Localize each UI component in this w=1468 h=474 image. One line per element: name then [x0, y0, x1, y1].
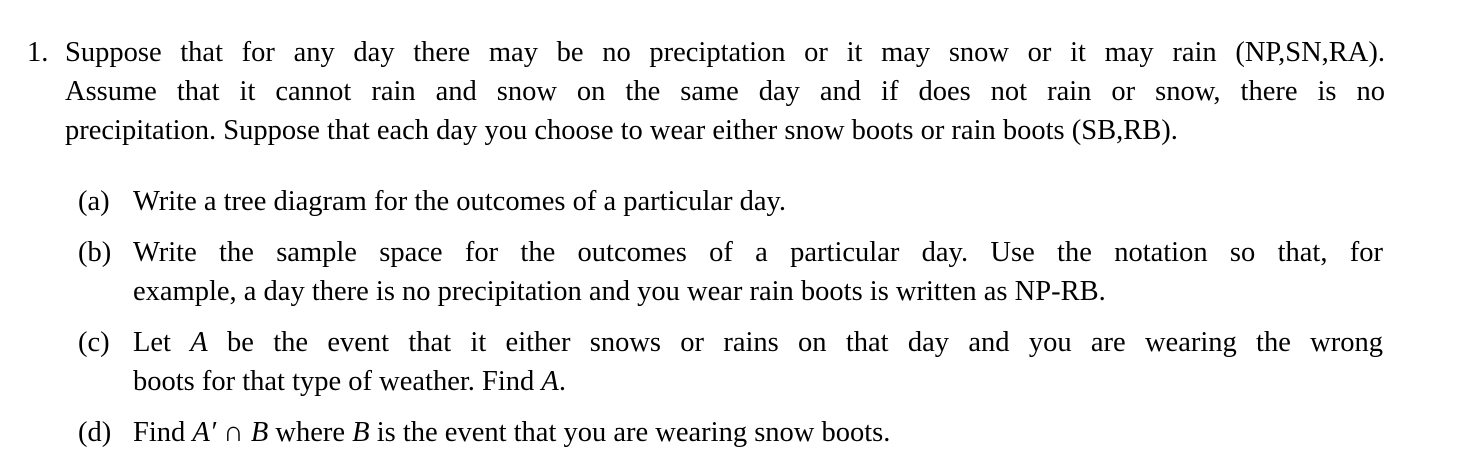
part-d-text [133, 413, 1383, 452]
part-b-text [133, 233, 1383, 311]
problem-line-3: precipitation. Suppose that each day you choose to wear either snow boots or rain boots (SB,RB). [65, 115, 1178, 146]
event-b-symbol: B [352, 417, 370, 448]
part-b-line-1: Write the sample space for the outcomes of a particular day. Use the notation so that, for [133, 237, 1383, 268]
part-d [78, 413, 1383, 452]
part-d-middle: where [268, 417, 353, 448]
part-c-line-2-before: boots for that type of weather. Find [133, 366, 542, 397]
problem-statement [65, 33, 1385, 150]
part-c-text [133, 323, 1383, 401]
event-a-symbol: A [190, 327, 208, 358]
part-b-line-2: example, a day there is no precipitation and you wear rain boots is written as NP-RB. [133, 276, 1106, 307]
part-a [78, 182, 1383, 221]
part-c-line-1 [133, 323, 1383, 362]
part-c-line-2 [133, 362, 1383, 401]
part-a-text [133, 182, 1383, 221]
problem-1 [27, 33, 1427, 150]
part-c-line-2-after: . [558, 366, 566, 397]
part-c-line-1-after: be the event that it either snows or rains on that day and you are wearing the wrong [207, 327, 1384, 358]
part-c [78, 323, 1383, 401]
problem-line-1: Suppose that for any day there may be no preciptation or it may snow or it may rain (NP,SN,RA). [65, 37, 1385, 68]
part-d-line-1 [133, 413, 1383, 452]
part-label-c: (c) [78, 327, 110, 358]
part-label-b: (b) [78, 237, 112, 268]
part-d-before: Find [133, 417, 193, 448]
event-a-symbol: A [541, 366, 559, 397]
part-b [78, 233, 1383, 311]
part-a-line-1: Write a tree diagram for the outcomes of a particular day. [133, 186, 786, 217]
part-label-a: (a) [78, 186, 110, 217]
set-expression: A′ ∩ B [192, 417, 269, 448]
problem-line-2: Assume that it cannot rain and snow on the same day and if does not rain or snow, there is no [65, 76, 1385, 107]
part-label-d: (d) [78, 417, 112, 448]
part-c-line-1-before: Let [133, 327, 191, 358]
problem-number: 1. [27, 37, 49, 68]
subparts-list [78, 182, 1383, 464]
part-d-after: is the event that you are wearing snow boots. [369, 417, 891, 448]
